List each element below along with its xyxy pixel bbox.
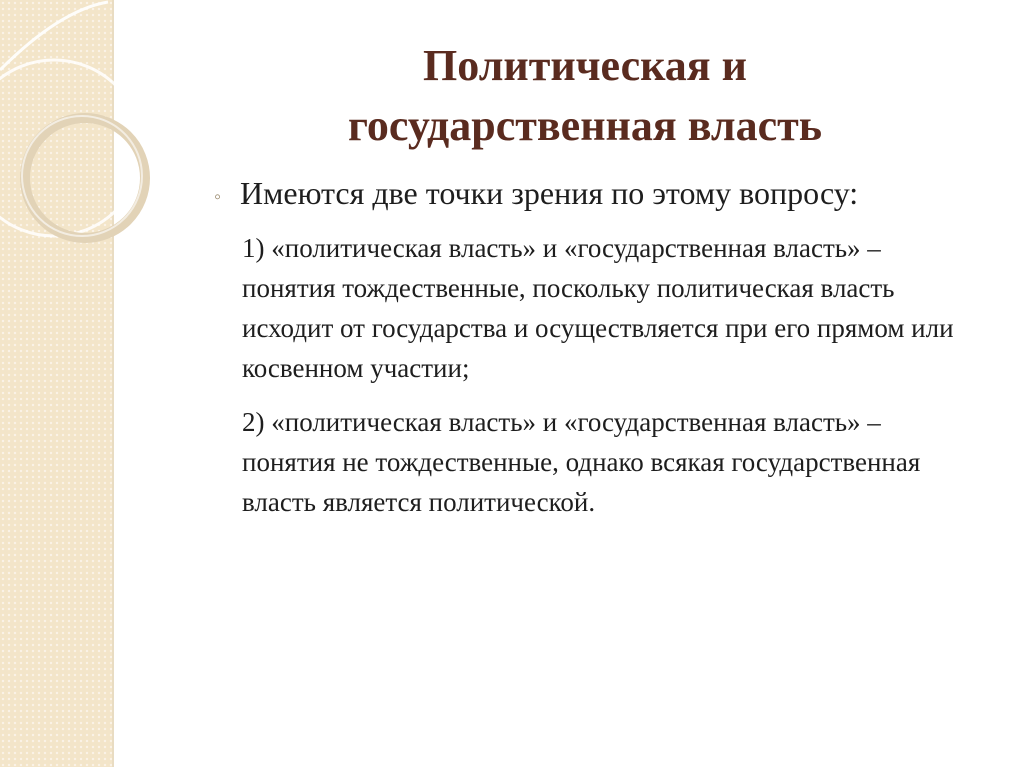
bullet-item	[214, 172, 954, 214]
decorative-band	[0, 0, 112, 767]
bullet-text: Имеются две точки зрения по этому вопросу:	[240, 175, 859, 211]
point-2: 2) «политическая власть» и «государственная власть» – понятия не тождественные, однако всякая государственная власть является политической.	[242, 407, 921, 517]
band-edge-divider	[112, 0, 114, 767]
page-title	[200, 36, 970, 156]
point-1: 1) «политическая власть» и «государственная власть» – понятия тождественные, поскольку политическая власть исходит от государства и осуществляется при его прямом или косвенном участии;	[242, 233, 954, 383]
title-line-1: Политическая и	[423, 41, 747, 90]
ring-bullet-icon: ◦	[214, 186, 222, 208]
title-line-2: государственная власть	[347, 101, 822, 150]
slide-content	[214, 172, 954, 522]
